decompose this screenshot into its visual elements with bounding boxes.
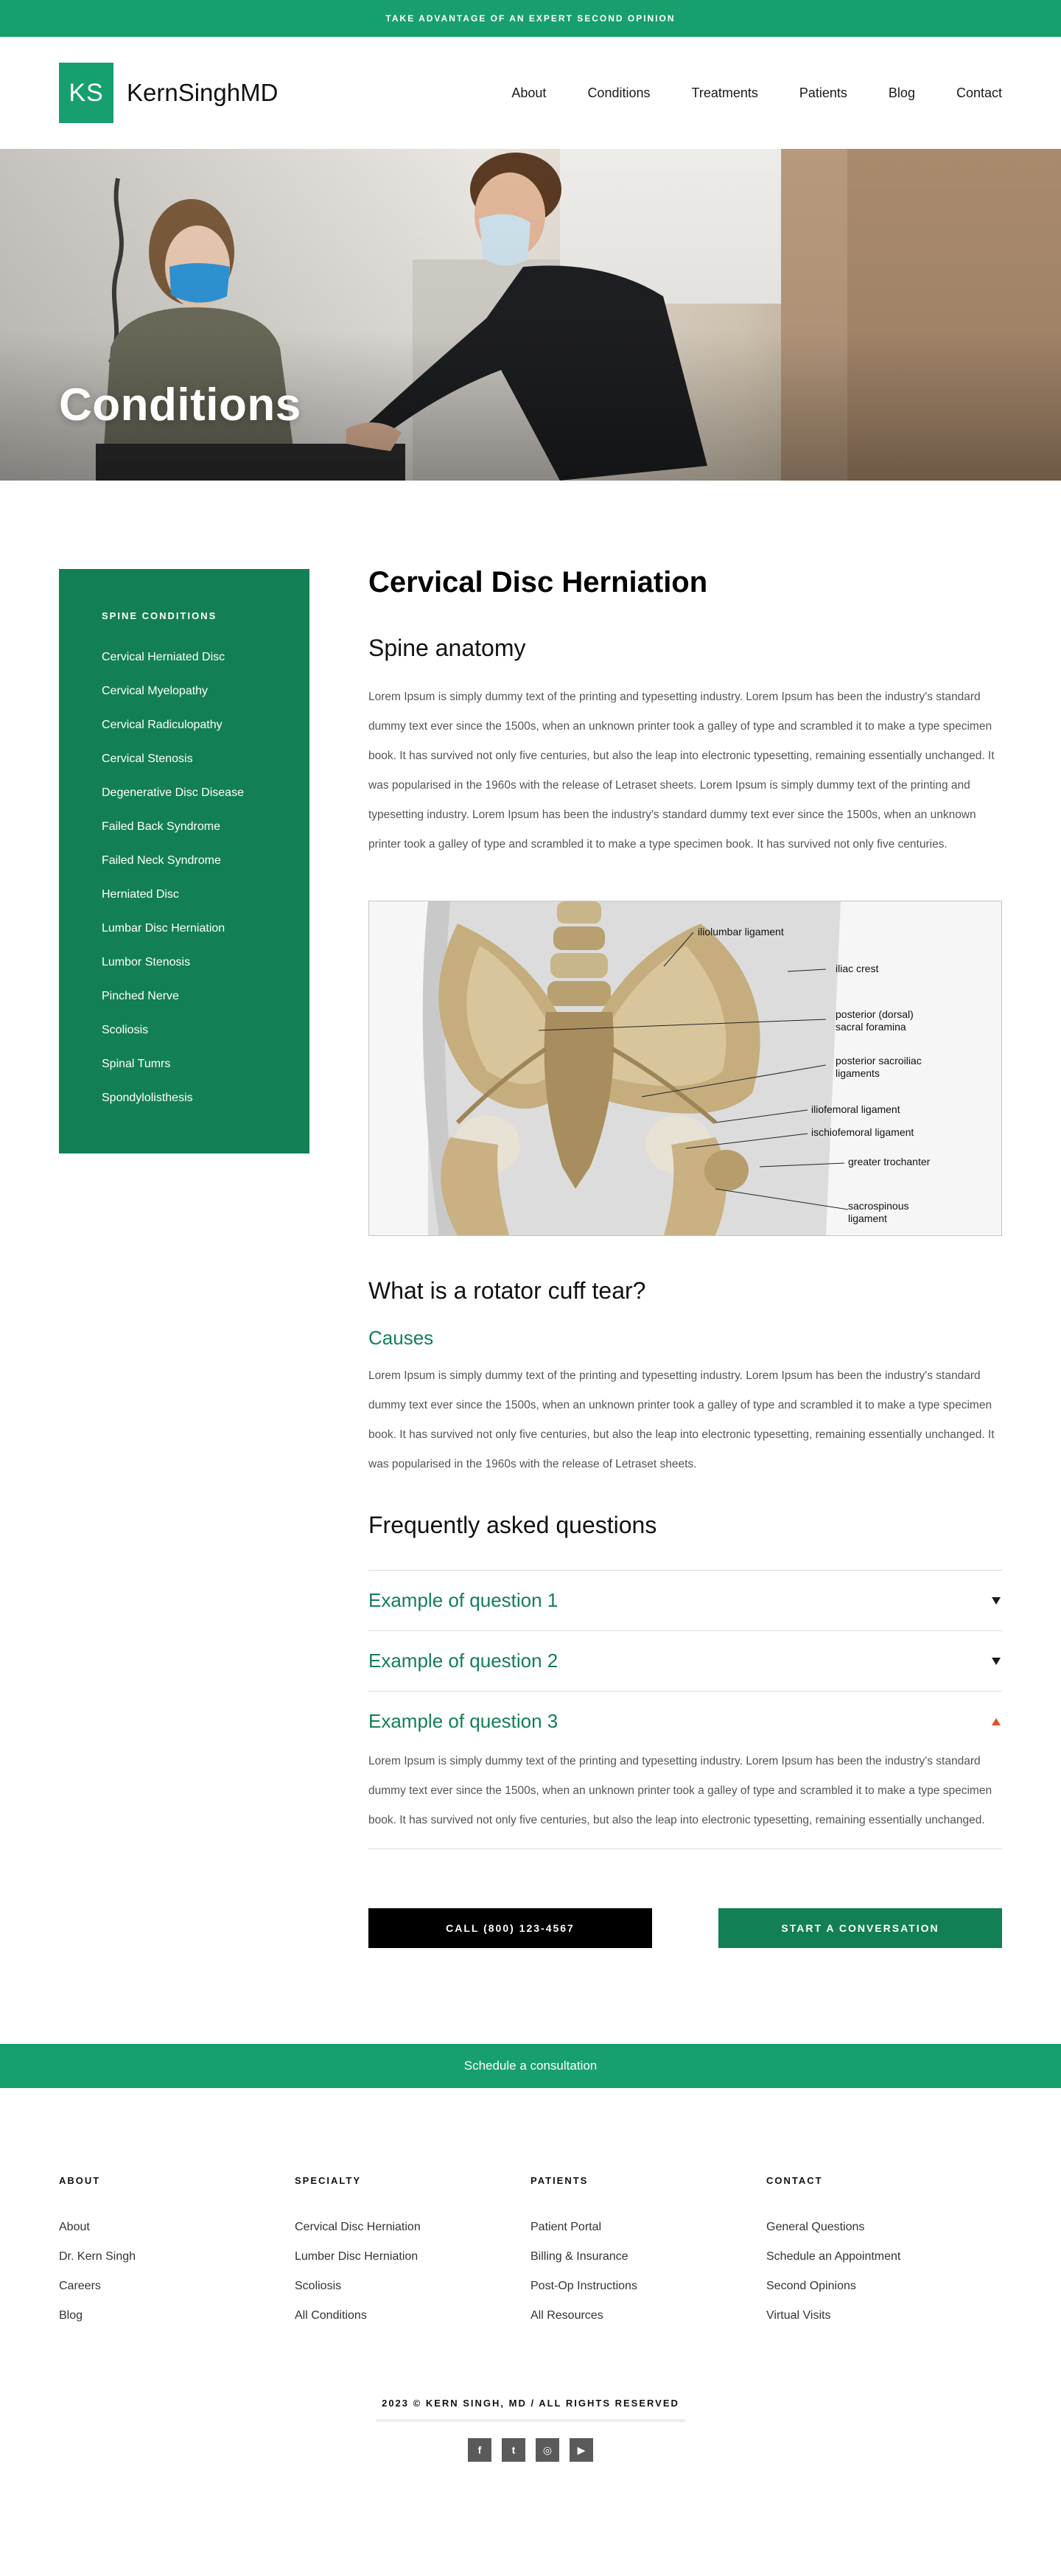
nav-about[interactable]: About	[511, 85, 547, 100]
faq-item	[368, 1571, 1002, 1631]
footer-link[interactable]: Patient Portal	[530, 2221, 602, 2233]
footer-link[interactable]: Second Opinions	[766, 2280, 856, 2292]
label-sacral-foramina: sacral foramina	[836, 1021, 906, 1033]
label-ischiofemoral: ischiofemoral ligament	[811, 1126, 914, 1138]
footer-link[interactable]: Careers	[59, 2280, 101, 2292]
call-button[interactable]: CALL (800) 123-4567	[368, 1908, 652, 1948]
sidebar-item[interactable]: Herniated Disc	[102, 888, 179, 901]
footer-link[interactable]: Schedule an Appointment	[766, 2250, 901, 2263]
copyright-divider	[376, 2419, 685, 2422]
top-banner-text: TAKE ADVANTAGE OF AN EXPERT SECOND OPINION	[385, 13, 676, 24]
sidebar-list	[102, 640, 267, 1115]
faq-accordion	[368, 1570, 1002, 1849]
main-nav	[511, 85, 1002, 101]
sidebar-item[interactable]: Lumbor Stenosis	[102, 956, 191, 968]
faq-question-toggle[interactable]	[368, 1631, 1002, 1691]
spine-anatomy-heading: Spine anatomy	[368, 635, 526, 661]
sidebar-heading: SPINE CONDITIONS	[102, 610, 217, 621]
footer-link[interactable]: Dr. Kern Singh	[59, 2250, 136, 2263]
nav-treatments[interactable]: Treatments	[691, 85, 758, 100]
label-posterior-dorsal: posterior (dorsal)	[836, 1008, 914, 1020]
footer-columns	[0, 2088, 1061, 2331]
start-conversation-button[interactable]: START A CONVERSATION	[718, 1908, 1002, 1948]
sidebar-item[interactable]: Spinal Tumrs	[102, 1058, 171, 1070]
sidebar-item[interactable]: Cervical Radiculopathy	[102, 719, 223, 731]
footer-heading: PATIENTS	[530, 2175, 589, 2186]
sidebar-item[interactable]: Cervical Herniated Disc	[102, 651, 225, 663]
top-banner[interactable]	[0, 0, 1061, 37]
hero-banner	[0, 149, 1061, 481]
footer-link[interactable]: All Conditions	[295, 2309, 367, 2322]
faq-question-toggle[interactable]	[368, 1571, 1002, 1630]
brand-logo[interactable]	[59, 63, 278, 123]
nav-contact[interactable]: Contact	[956, 85, 1002, 100]
sidebar-item[interactable]: Failed Back Syndrome	[102, 820, 220, 833]
sidebar-item[interactable]: Cervical Myelopathy	[102, 685, 209, 697]
faq-question: Example of question 3	[368, 1710, 558, 1732]
hero-title: Conditions	[59, 380, 301, 430]
twitter-icon[interactable]: t	[502, 2438, 525, 2462]
faq-heading: Frequently asked questions	[368, 1512, 657, 1538]
site-footer	[0, 2088, 1061, 2476]
sidebar-item[interactable]: Pinched Nerve	[102, 990, 179, 1002]
footer-col-about	[59, 2175, 295, 2331]
footer-link[interactable]: General Questions	[766, 2221, 865, 2233]
schedule-consultation-bar[interactable]	[0, 2044, 1061, 2088]
sidebar-item[interactable]: Degenerative Disc Disease	[102, 786, 244, 799]
brand-name: KernSinghMD	[127, 79, 279, 106]
label-iliac-crest: iliac crest	[836, 963, 879, 974]
footer-link[interactable]: Cervical Disc Herniation	[295, 2221, 421, 2233]
footer-col-patients	[530, 2175, 766, 2331]
page-title: Cervical Disc Herniation	[368, 566, 708, 598]
faq-item	[368, 1631, 1002, 1692]
conditions-sidebar	[59, 569, 309, 1153]
schedule-consultation-text: Schedule a consultation	[463, 2059, 598, 2073]
footer-link[interactable]: Post-Op Instructions	[530, 2280, 637, 2292]
footer-link[interactable]: About	[59, 2221, 90, 2233]
label-iliofemoral: iliofemoral ligament	[811, 1103, 900, 1115]
nav-patients[interactable]: Patients	[799, 85, 847, 100]
site-header	[0, 37, 1061, 149]
chevron-down-icon	[992, 1597, 1001, 1605]
label-posterior-sacroiliac: posterior sacroiliac	[836, 1055, 922, 1067]
logo-mark	[59, 63, 113, 123]
footer-link[interactable]: All Resources	[530, 2309, 603, 2322]
rotator-cuff-heading: What is a rotator cuff tear?	[368, 1277, 646, 1304]
footer-link[interactable]: Lumber Disc Herniation	[295, 2250, 419, 2263]
footer-heading: SPECIALTY	[295, 2175, 361, 2186]
nav-blog[interactable]: Blog	[888, 85, 915, 100]
sidebar-item[interactable]: Cervical Stenosis	[102, 753, 193, 765]
social-links	[0, 2438, 1061, 2476]
footer-link[interactable]: Billing & Insurance	[530, 2250, 628, 2263]
footer-link[interactable]: Blog	[59, 2309, 83, 2322]
cta-row	[368, 1908, 1002, 1948]
faq-answer: Lorem Ipsum is simply dummy text of the printing and typesetting industry. Lorem Ipsum has been the industry's standard dummy text ever since the 1500s, when an unknown printer took a galley of type and scrambled it to make a type specimen book. It has survived not only five centuries, but also the leap into electronic typesetting, remaining essentially unchanged.	[368, 1755, 992, 1826]
article	[368, 566, 1002, 1948]
main-content	[0, 481, 1061, 1948]
label-iliolumbar: iliolumbar ligament	[698, 926, 784, 938]
footer-link[interactable]: Virtual Visits	[766, 2309, 831, 2322]
label-ligaments: ligaments	[836, 1067, 880, 1079]
faq-question: Example of question 1	[368, 1589, 558, 1611]
footer-col-specialty	[295, 2175, 530, 2331]
chevron-up-icon	[992, 1718, 1001, 1725]
label-sacrospinous-ligament: ligament	[848, 1212, 887, 1224]
causes-text: Lorem Ipsum is simply dummy text of the printing and typesetting industry. Lorem Ipsum has been the industry's standard dummy text ever since the 1500s, when an unknown printer took a galley of type and scrambled it to make a type specimen book. It has survived not only five centuries, but also the leap into electronic typesetting, remaining essentially unchanged. It was popularised in the 1960s with the release of Letraset sheets.	[368, 1369, 995, 1470]
sidebar-item[interactable]: Lumbar Disc Herniation	[102, 922, 225, 935]
label-greater-trochanter: greater trochanter	[848, 1156, 931, 1167]
chevron-down-icon	[992, 1658, 1001, 1665]
youtube-icon[interactable]: ▶	[570, 2438, 593, 2462]
label-sacrospinous: sacrospinous	[848, 1200, 909, 1212]
footer-col-contact	[766, 2175, 1002, 2331]
footer-heading: ABOUT	[59, 2175, 101, 2186]
sidebar-item[interactable]: Spondylolisthesis	[102, 1092, 193, 1104]
sidebar-item[interactable]: Scoliosis	[102, 1024, 149, 1036]
nav-conditions[interactable]: Conditions	[587, 85, 651, 100]
footer-heading: CONTACT	[766, 2175, 823, 2186]
spine-anatomy-text: Lorem Ipsum is simply dummy text of the printing and typesetting industry. Lorem Ipsum has been the industry's standard dummy text ever since the 1500s, when an unknown printer took a galley of type and scrambled it to make a type specimen book. It has survived not only five centuries, but also the leap into electronic typesetting, remaining essentially unchanged. It was popularised in the 1960s with the release of Letraset sheets. Lorem Ipsum is simply dummy text of the printing and typesetting industry. Lorem Ipsum has been the industry's standard dummy text ever since the 1500s, when an unknown printer took a galley of type and scrambled it to make a type specimen book. It has survived not only five centuries.	[368, 691, 995, 851]
pelvis-illustration	[368, 901, 1002, 1236]
causes-heading: Causes	[368, 1327, 434, 1349]
instagram-icon[interactable]: ◎	[536, 2438, 559, 2462]
copyright	[376, 2397, 685, 2422]
logo-initials: KS	[69, 78, 104, 107]
facebook-icon[interactable]: f	[468, 2438, 491, 2462]
faq-item	[368, 1692, 1002, 1849]
sidebar-item[interactable]: Failed Neck Syndrome	[102, 854, 221, 867]
footer-link[interactable]: Scoliosis	[295, 2280, 342, 2292]
faq-question-toggle[interactable]	[368, 1692, 1002, 1751]
faq-question: Example of question 2	[368, 1650, 558, 1672]
copyright-text: 2023 © KERN SINGH, MD / ALL RIGHTS RESERVED	[382, 2398, 679, 2409]
